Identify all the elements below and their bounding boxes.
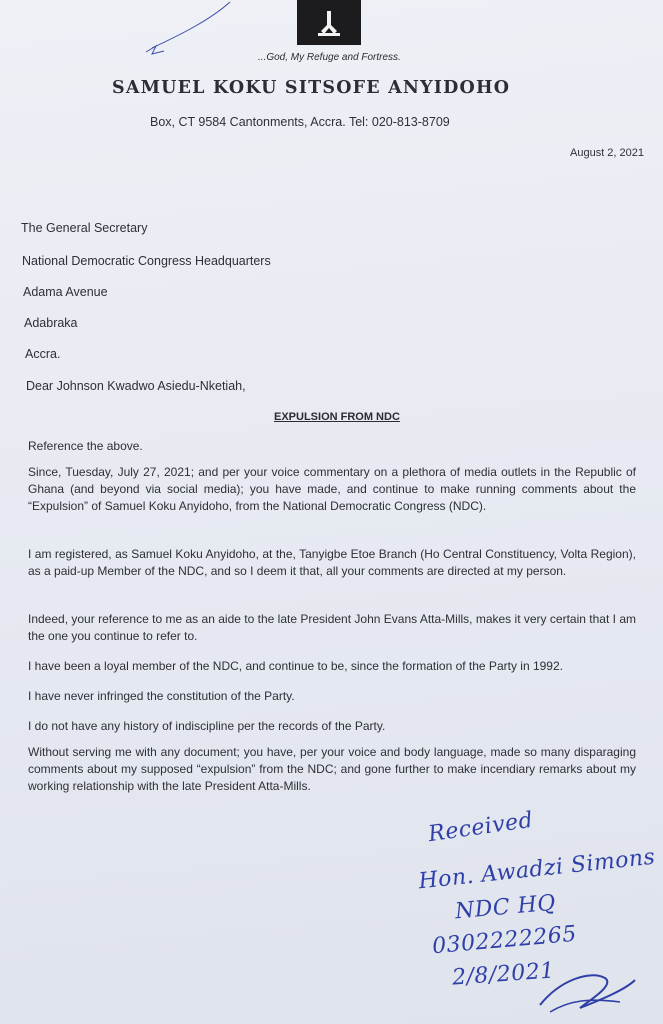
pen-scribble [130, 0, 240, 70]
letterhead-address: Box, CT 9584 Cantonments, Accra. Tel: 020-813-8709 [150, 115, 450, 129]
paragraph-8: Without serving me with any document; you have, per your voice and body language, made so many disparaging comments about my supposed “expulsion” from the NDC; and gone further to make incendiary remarks about my working relationship with the late President Atta-Mills. [28, 745, 636, 793]
paragraph-4: Indeed, your reference to me as an aide to the late President John Evans Atta-Mills, makes it very certain that I am the one you continue to refer to. [28, 612, 636, 643]
paragraph-6: I have never infringed the constitution of the Party. [28, 689, 295, 703]
paragraph-5: I have been a loyal member of the NDC, and continue to be, since the formation of the Party in 1992. [28, 659, 563, 673]
paragraph-3: I am registered, as Samuel Koku Anyidoho, at the, Tanyigbe Etoe Branch (Ho Central Constituency, Volta Region), as a paid-up Member of the NDC, and so I deem it that, all your comments are directed at my person. [28, 547, 636, 578]
handwritten-phone: 0302222265 [431, 921, 578, 960]
salutation: Dear Johnson Kwadwo Asiedu-Nketiah, [26, 379, 246, 393]
recipient-line-2: National Democratic Congress Headquarters [22, 254, 271, 268]
praying-hands-icon [314, 9, 344, 37]
recipient-line-3: Adama Avenue [23, 285, 108, 299]
handwritten-signature [530, 960, 640, 1020]
paragraph-7: I do not have any history of indiscipline per the records of the Party. [28, 719, 386, 733]
handwritten-date: 2/8/2021 [451, 958, 556, 991]
letter-date: August 2, 2021 [570, 147, 645, 159]
handwritten-recipient-name: Hon. Awadzi Simons [417, 844, 657, 895]
letterhead-name: SAMUEL KOKU SITSOFE ANYIDOHO [112, 78, 511, 98]
letterhead-motto: ...God, My Refuge and Fortress. [258, 52, 401, 63]
paragraph-2: Since, Tuesday, July 27, 2021; and per your voice commentary on a plethora of media outlets in the Republic of Ghana (and beyond via social media); you have made, and continue to make running comments about the “Expulsion” of Samuel Koku Anyidoho, from the National Democratic Congress (NDC). [28, 465, 636, 513]
recipient-line-1: The General Secretary [21, 221, 148, 235]
letter-subject: EXPULSION FROM NDC [274, 411, 400, 423]
recipient-line-4: Adabraka [24, 316, 78, 330]
paragraph-1: Reference the above. [28, 439, 143, 453]
handwritten-org: NDC HQ [454, 890, 557, 925]
recipient-line-5: Accra. [25, 347, 61, 361]
handwritten-received: Received [426, 807, 535, 848]
letterhead-logo [297, 0, 361, 45]
